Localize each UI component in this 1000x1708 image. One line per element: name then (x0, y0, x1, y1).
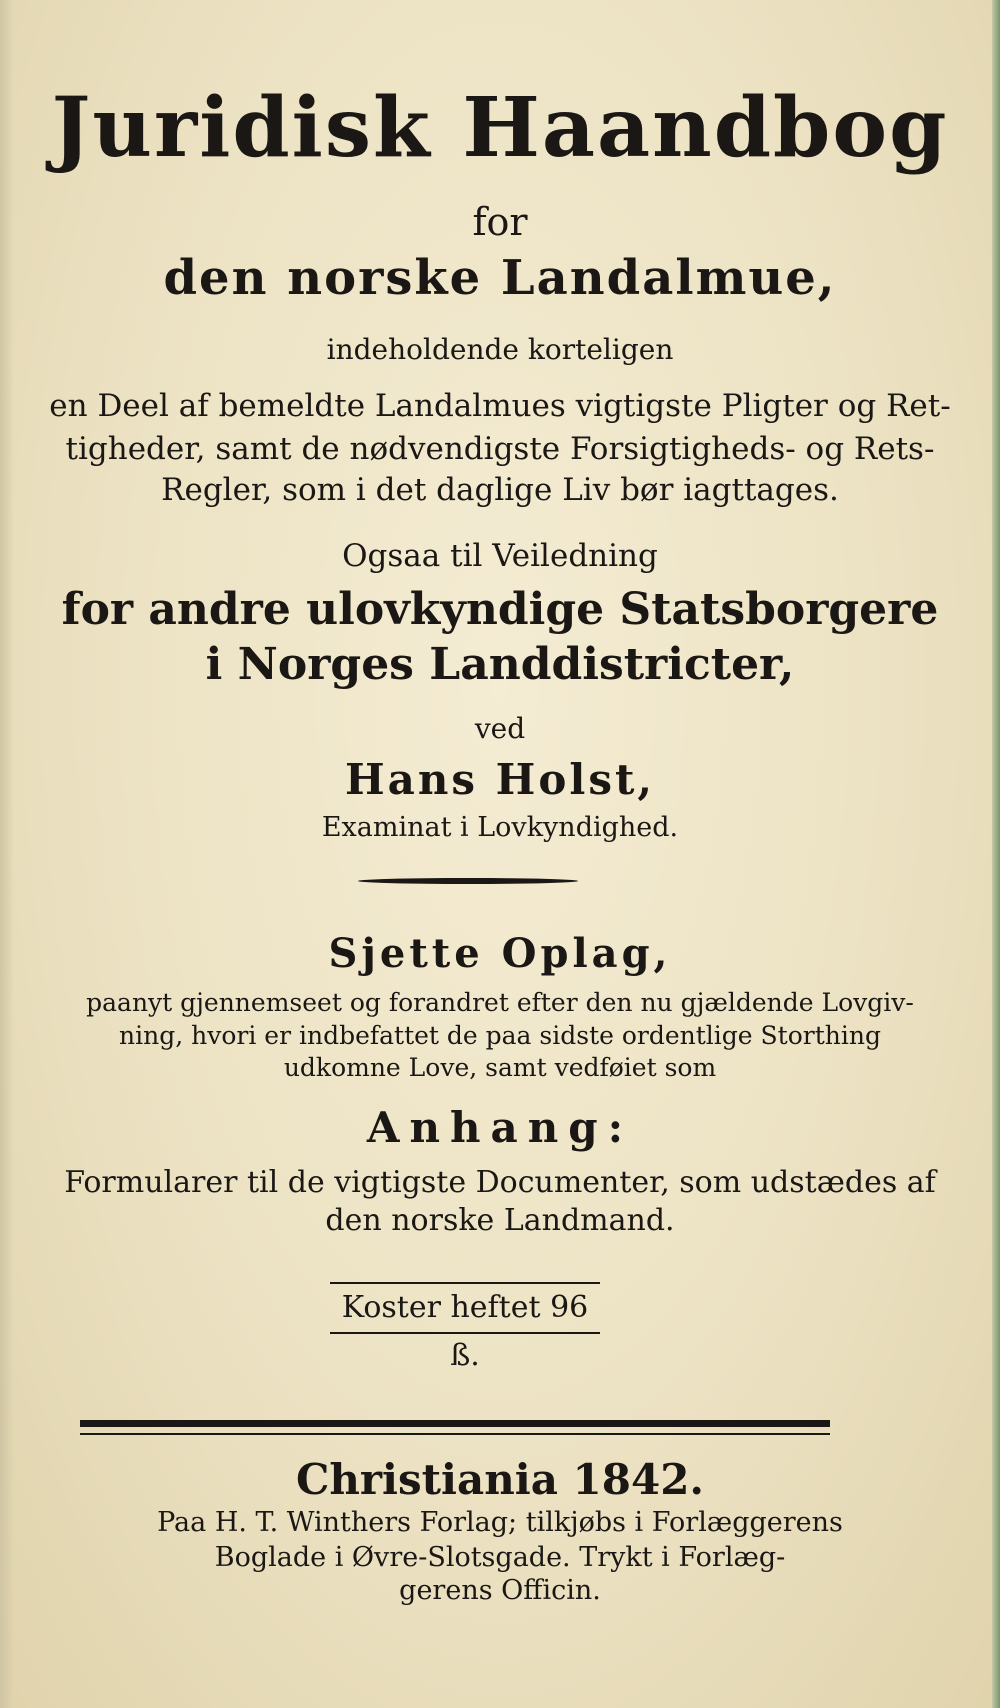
author-name: Hans Holst, (344, 755, 656, 804)
purpose-line-3: Regler, som i det daglige Liv bør iagttages. (161, 472, 839, 508)
book-title: Juridisk Haandbog (51, 80, 949, 176)
price-box: Koster heftet 96 ß. (330, 1282, 600, 1334)
appendix-note-line-1: Formularer til de vigtigste Documenter, som udstædes af (64, 1165, 936, 1200)
indeholdende-line: indeholdende korteligen (326, 333, 674, 366)
purpose-line-1: en Deel af bemeldte Landalmues vigtigste Pligter og Ret- (49, 388, 951, 424)
audience-line-2: i Norges Landdistricter, (205, 639, 795, 690)
edition-note-line-1: paanyt gjennemseet og forandret efter den nu gjældende Lovgiv- (86, 988, 914, 1017)
edition-note-line-2: ning, hvori er indbefattet de paa sidste ordentlige Storthing (119, 1021, 881, 1050)
imprint-line-2: Boglade i Øvre-Slotsgade. Trykt i Forlæg- (214, 1542, 786, 1573)
imprint-line-1: Paa H. T. Winthers Forlag; tilkjøbs i Forlæggerens (157, 1507, 843, 1538)
appendix-heading: Anhang: (366, 1103, 634, 1152)
place-year: Christiania 1842. (295, 1455, 705, 1504)
thin-rule (80, 1433, 830, 1435)
appendix-note-line-2: den norske Landmand. (325, 1203, 675, 1238)
edition-note-line-3: udkomne Love, samt vedføiet som (283, 1053, 717, 1082)
for-line: for (472, 200, 528, 244)
ogsaa-line: Ogsaa til Veiledning (342, 538, 658, 574)
audience-line-1: for andre ulovkyndige Statsborgere (61, 584, 939, 635)
purpose-line-2: tigheder, samt de nødvendigste Forsigtigheds- og Rets- (65, 431, 935, 467)
author-credential: Examinat i Lovkyndighed. (321, 812, 679, 843)
edition-heading: Sjette Oplag, (328, 930, 672, 977)
imprint-line-3: gerens Officin. (399, 1575, 601, 1606)
heavy-rule (80, 1420, 830, 1427)
ornamental-rule (358, 878, 578, 884)
subtitle: den norske Landalmue, (163, 250, 837, 306)
ved-line: ved (474, 712, 526, 745)
